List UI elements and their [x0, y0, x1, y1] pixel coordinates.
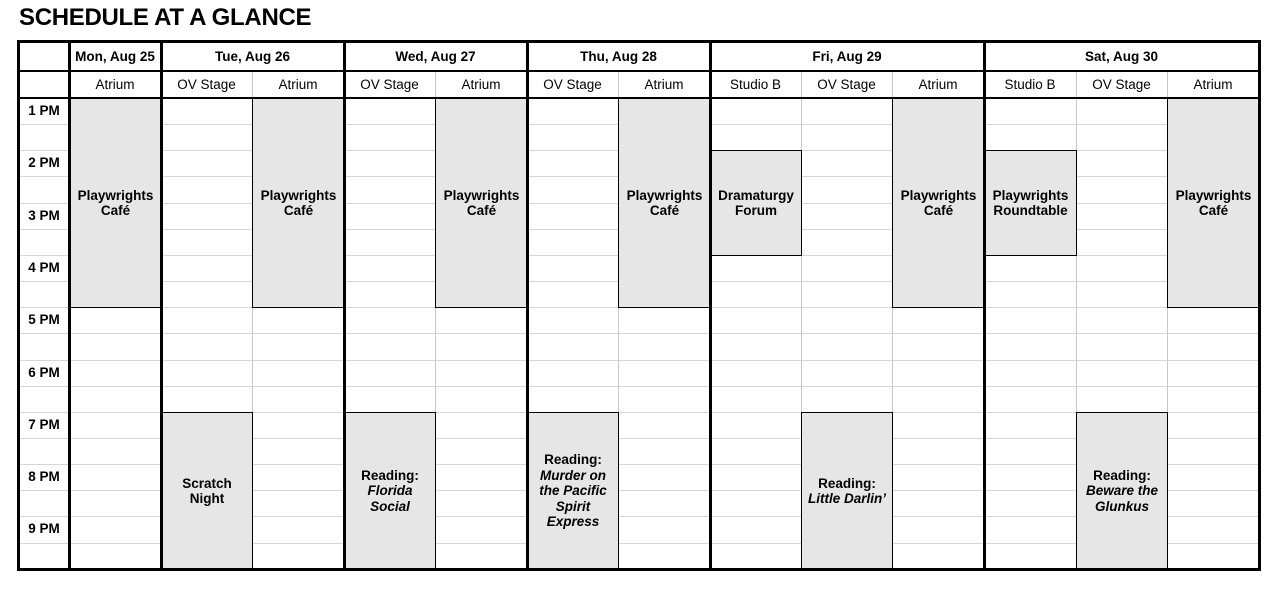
event-title-line: Café [1198, 203, 1229, 218]
venue-header: OV Stage [177, 77, 236, 92]
event-work-title-line: Glunkus [1094, 498, 1149, 514]
event-work-title-line: Murder on [540, 467, 606, 483]
event-work-title-line: Little Darlin’ [807, 491, 886, 506]
event-title-line: Playwrights [1175, 187, 1252, 203]
grid-border [983, 42, 986, 569]
time-label: 7 PM [28, 417, 60, 432]
day-header: Fri, Aug 29 [812, 49, 882, 64]
time-label: 4 PM [28, 260, 60, 275]
venue-header: OV Stage [360, 77, 419, 92]
event-title-line: Café [923, 203, 954, 218]
event-block[interactable] [984, 150, 1077, 256]
event-block[interactable] [435, 98, 528, 308]
event-title-line: Café [466, 203, 497, 218]
event-work-title-line: Social [370, 498, 410, 514]
event-work-title-line: the Pacific [539, 483, 607, 499]
event-title-line: Reading: [818, 475, 876, 491]
event-block[interactable] [69, 98, 162, 308]
event-work-title-line: Spirit [555, 498, 591, 514]
event-title-line: Reading: [361, 467, 419, 483]
event-title-line: Roundtable [993, 203, 1068, 218]
venue-header: Atrium [644, 77, 684, 92]
event-title-line: Dramaturgy [718, 187, 794, 203]
grid-border [17, 568, 1261, 571]
event-title-line: Playwrights [443, 187, 520, 203]
event-block[interactable] [801, 412, 893, 570]
grid-border [68, 42, 71, 569]
event-block[interactable] [1076, 412, 1168, 570]
event-block[interactable] [892, 98, 985, 308]
row-divider [19, 386, 1259, 387]
grid-border [1258, 40, 1261, 571]
event-block[interactable] [344, 412, 436, 570]
venue-header: Studio B [1004, 77, 1056, 92]
time-label: 8 PM [28, 469, 60, 484]
time-label: 6 PM [28, 365, 60, 380]
row-divider [19, 360, 1259, 361]
row-divider [19, 333, 1259, 334]
grid-border [17, 40, 20, 571]
grid-border [343, 42, 346, 569]
event-title-line: Forum [735, 203, 777, 218]
venue-header: Atrium [461, 77, 501, 92]
venue-header: Studio B [729, 77, 782, 92]
page-title: SCHEDULE AT A GLANCE [19, 4, 312, 31]
venue-header: OV Stage [1092, 77, 1151, 92]
time-label: 2 PM [28, 155, 60, 170]
venue-header: Atrium [278, 77, 318, 92]
venue-header: Atrium [1193, 77, 1233, 92]
venue-header: Atrium [918, 77, 958, 92]
event-block[interactable] [252, 98, 345, 308]
day-header: Wed, Aug 27 [395, 49, 476, 64]
time-label: 1 PM [28, 103, 60, 118]
day-header: Mon, Aug 25 [75, 49, 155, 64]
event-title-line: Café [283, 203, 314, 218]
event-title-line: Playwrights [626, 187, 703, 203]
event-title-line: Reading: [544, 452, 602, 468]
event-title-line: Playwrights [260, 187, 337, 203]
grid-border [160, 42, 163, 569]
event-title-line: Playwrights [900, 187, 977, 203]
time-label: 3 PM [28, 208, 60, 223]
event-title-line: Night [189, 491, 225, 506]
grid-border [709, 42, 712, 569]
venue-header: OV Stage [543, 77, 602, 92]
grid-border [526, 42, 529, 569]
event-title-line: Scratch [182, 475, 232, 491]
event-work-title-line: Beware the [1085, 483, 1159, 499]
event-work-title-line: Express [546, 514, 600, 530]
event-block[interactable] [618, 98, 711, 308]
event-block[interactable] [1167, 98, 1260, 308]
event-block[interactable] [161, 412, 253, 570]
event-title-line: Café [649, 203, 680, 218]
event-block[interactable] [710, 150, 802, 256]
event-title-line: Café [100, 203, 131, 218]
day-header: Thu, Aug 28 [580, 49, 657, 64]
event-block[interactable] [527, 412, 619, 570]
venue-header: OV Stage [817, 77, 876, 92]
event-work-title-line: Florida [367, 483, 413, 499]
event-title-line: Playwrights [992, 187, 1069, 203]
time-label: 9 PM [28, 521, 60, 536]
time-label: 5 PM [28, 312, 60, 327]
venue-header: Atrium [95, 77, 135, 92]
day-header: Sat, Aug 30 [1084, 49, 1159, 64]
event-title-line: Reading: [1093, 467, 1151, 483]
day-header: Tue, Aug 26 [214, 49, 290, 64]
event-title-line: Playwrights [77, 187, 154, 203]
